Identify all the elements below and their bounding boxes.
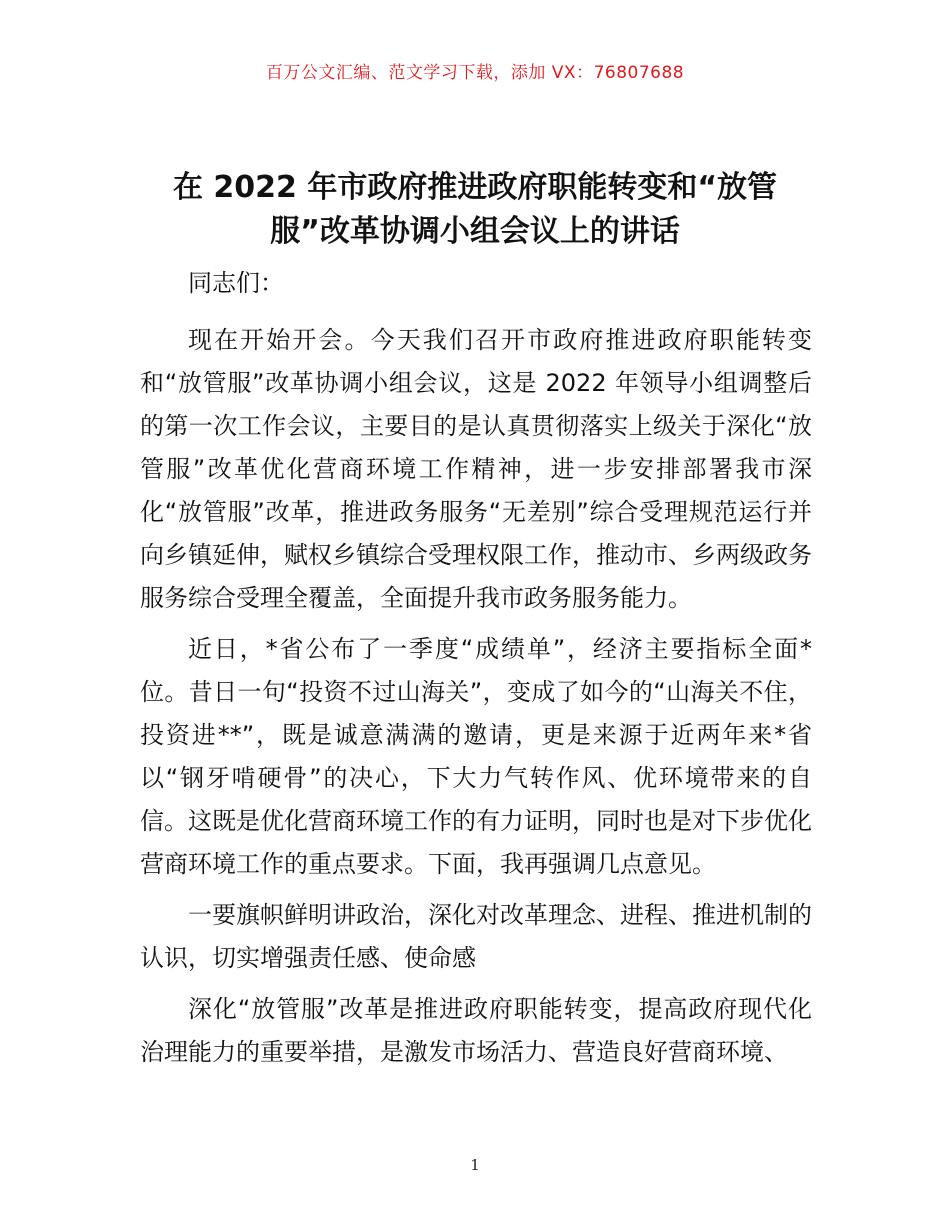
document-title (140, 166, 810, 254)
salutation: 同志们： (188, 269, 284, 297)
title-line-1: 在 2022 年市政府推进政府职能转变和“放管 (172, 170, 778, 205)
page-number: 1 (470, 1156, 480, 1174)
paragraph: 深化“放管服”改革是推进政府职能转变，提高政府现代化治理能力的重要举措，是激发市场活力、营造良好营商环境、 (140, 995, 812, 1066)
header-banner: 百万公文汇编、范文学习下载，添加 VX：76807688 (265, 63, 685, 83)
paragraph: 近日，*省公布了一季度“成绩单”，经济主要指标全面*位。昔日一句“投资不过山海关”，变成了如今的“山海关不住，投资进**”，既是诚意满满的邀请，更是来源于近两年来*省以“钢牙啃硬骨”的决心，下大力气转作风、优环境带来的自信。这既是优化营商环境工作的有力证明，同时也是对下步优化营商环境工作的重点要求。下面，我再强调几点意见。 (140, 635, 812, 878)
title-line-2: 服”改革协调小组会议上的讲话 (270, 214, 680, 249)
paragraph: 一要旗帜鲜明讲政治，深化对改革理念、进程、推进机制的认识，切实增强责任感、使命感 (140, 901, 812, 972)
document-body (140, 262, 812, 1082)
paragraph: 现在开始开会。今天我们召开市政府推进政府职能转变和“放管服”改革协调小组会议，这是 2022 年领导小组调整后的第一次工作会议，主要目的是认真贯彻落实上级关于深化“放管服”改革优化营商环境工作精神，进一步安排部署我市深化“放管服”改革，推进政务服务“无差别”综合受理规范运行并向乡镇延伸，赋权乡镇综合受理权限工作，推动市、乡两级政务服务综合受理全覆盖，全面提升我市政务服务能力。 (140, 326, 812, 612)
